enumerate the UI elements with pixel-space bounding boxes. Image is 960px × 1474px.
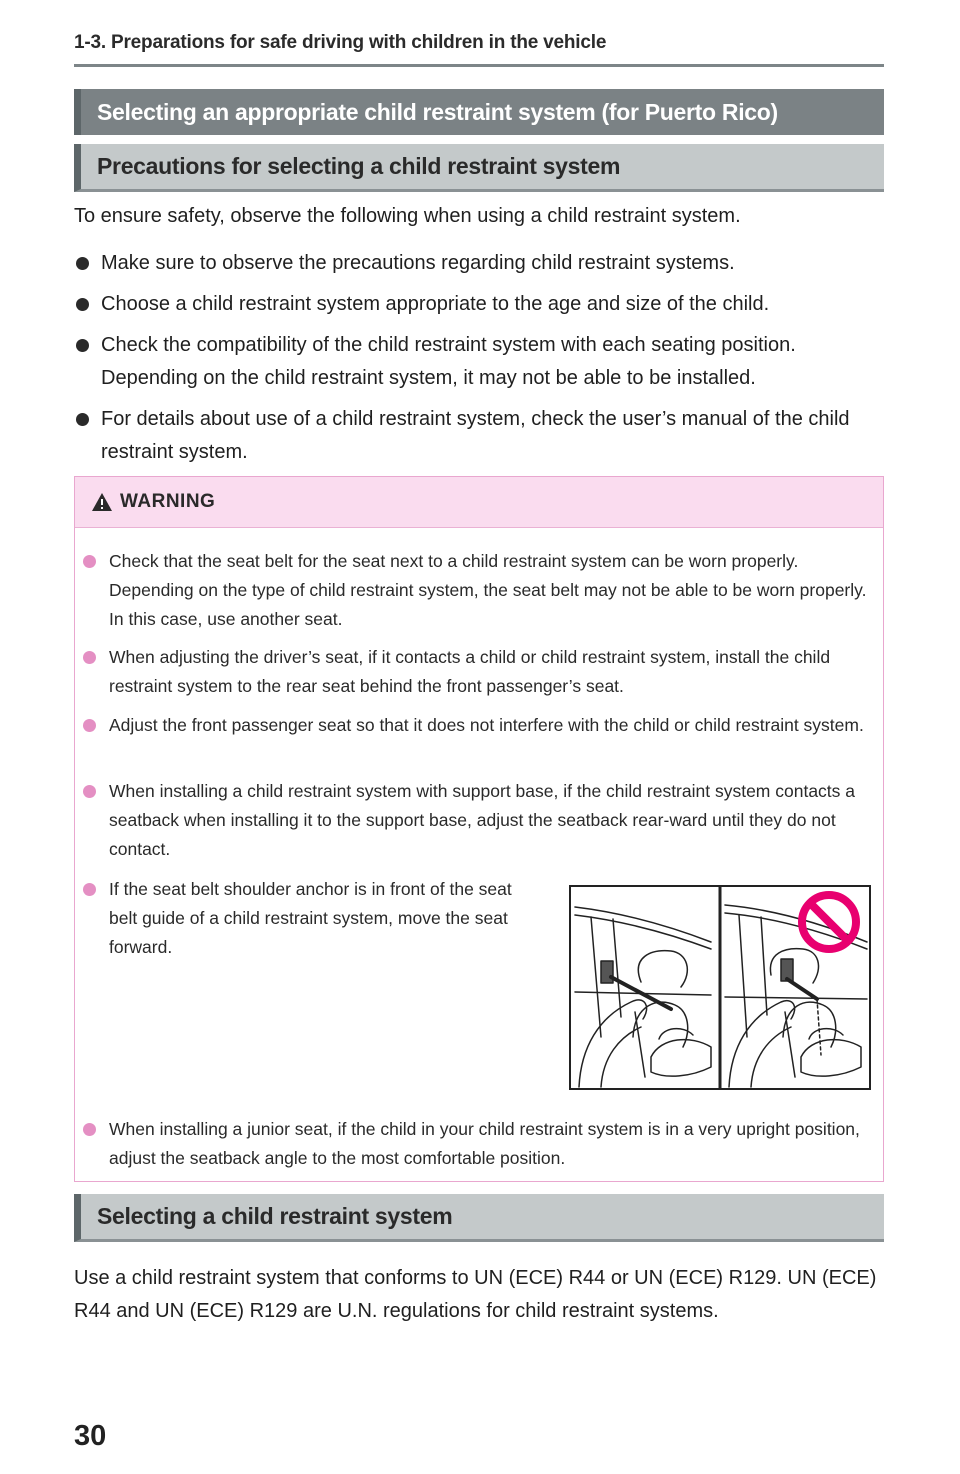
bullet-icon [83,1123,96,1136]
warning-item: When installing a junior seat, if the child in your child restraint system is in a very upright position, adjust the seatback angle to the most comfortable position. [109,1115,879,1173]
bullet-icon [83,883,96,896]
list-item: Choose a child restraint system appropriate to the age and size of the child. [74,288,884,321]
subsection-title-precautions: Precautions for selecting a child restraint system [74,144,884,192]
list-item: Make sure to observe the precautions regarding child restraint systems. [74,247,884,280]
warning-box [74,476,884,1182]
header-rule [74,64,884,67]
bullet-icon [83,651,96,664]
list-item: For details about use of a child restraint system, check the user’s manual of the child restraint system. [74,403,884,469]
bullet-icon [76,339,89,352]
warning-item: If the seat belt shoulder anchor is in front of the seat belt guide of a child restraint system, move the seat forward. [109,875,529,962]
warning-item: Check that the seat belt for the seat next to a child restraint system can be worn properly. Depending on the type of child restraint system, the seat belt may not be able to be worn properly. In this case, use another seat. [109,547,879,634]
warning-header [75,477,883,528]
list-item: Check the compatibility of the child restraint system with each seating position. Depending on the child restraint system, it may not be able to be installed. [74,329,884,395]
seat-belt-illustration [569,885,871,1090]
bullet-icon [83,785,96,798]
precautions-list [74,247,884,477]
subsection-title-selecting: Selecting a child restraint system [74,1194,884,1242]
bullet-icon [83,555,96,568]
bullet-icon [76,298,89,311]
intro-text: To ensure safety, observe the following when using a child restraint system. [74,205,741,227]
chapter-header: 1-3. Preparations for safe driving with children in the vehicle [74,32,607,53]
bullet-icon [76,257,89,270]
bullet-icon [83,719,96,732]
warning-title: WARNING [120,491,216,512]
page-number: 30 [74,1420,107,1452]
seat-illustration-svg [571,887,869,1088]
bullet-icon [76,413,89,426]
warning-item: When installing a child restraint system with support base, if the child restraint system contacts a seatback when installing it to the support base, adjust the seatback rear-ward until they do not contact. [109,777,879,864]
warning-item: Adjust the front passenger seat so that it does not interfere with the child or child restraint system. [109,711,879,740]
selecting-body-text: Use a child restraint system that conforms to UN (ECE) R44 or UN (ECE) R129. UN (ECE) R44 and UN (ECE) R129 are U.N. regulations for child restraint systems. [74,1267,877,1322]
warning-triangle-icon [91,492,113,512]
warning-item: When adjusting the driver’s seat, if it contacts a child or child restraint system, install the child restraint system to the rear seat behind the front passenger’s seat. [109,643,879,701]
section-title: Selecting an appropriate child restraint system (for Puerto Rico) [74,89,884,135]
